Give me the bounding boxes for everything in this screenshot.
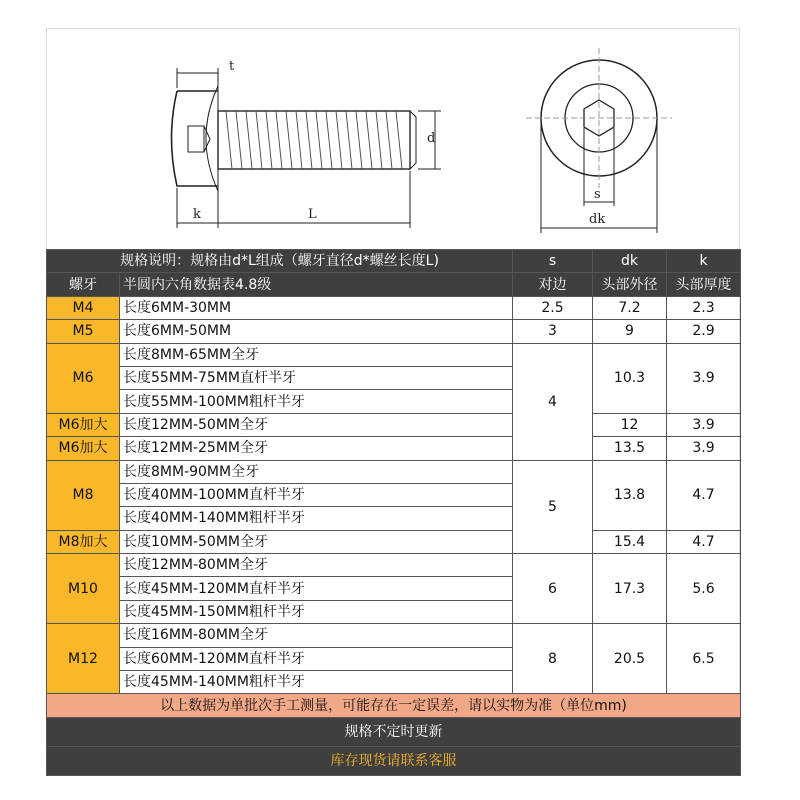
spec-table bbox=[46, 249, 741, 776]
size-cell: M6 bbox=[47, 343, 120, 413]
length-cell: 长度8MM-90MM全牙 bbox=[120, 460, 513, 483]
table-row bbox=[47, 413, 741, 436]
s-cell: 3 bbox=[513, 320, 593, 343]
hex-socket-side bbox=[188, 126, 204, 152]
length-cell: 长度8MM-65MM全牙 bbox=[120, 343, 513, 366]
length-cell: 长度40MM-100MM直杆半牙 bbox=[120, 483, 513, 506]
size-cell: M5 bbox=[47, 320, 120, 343]
s-cell: 6 bbox=[513, 554, 593, 624]
length-cell: 长度10MM-50MM全牙 bbox=[120, 530, 513, 553]
size-cell: M10 bbox=[47, 554, 120, 624]
length-cell: 长度16MM-80MM全牙 bbox=[120, 624, 513, 647]
screw-head-outline bbox=[206, 86, 218, 191]
contact-note: 库存现货请联系客服 bbox=[47, 746, 741, 775]
header-title: 规格说明：规格由d*L组成（螺牙直径d*螺丝长度L) bbox=[47, 250, 513, 273]
table-row bbox=[47, 296, 741, 319]
s-cell: 8 bbox=[513, 624, 593, 694]
header-thread: 螺牙 bbox=[47, 273, 120, 296]
length-cell: 长度45MM-120MM直杆半牙 bbox=[120, 577, 513, 600]
length-cell: 长度45MM-150MM粗杆半牙 bbox=[120, 600, 513, 623]
length-cell: 长度12MM-50MM全牙 bbox=[120, 413, 513, 436]
dk-cell: 12 bbox=[593, 413, 667, 436]
label-k: k bbox=[193, 207, 201, 222]
label-t: t bbox=[229, 59, 235, 74]
k-cell: 4.7 bbox=[667, 530, 741, 553]
length-cell: 长度12MM-80MM全牙 bbox=[120, 554, 513, 577]
label-L: L bbox=[308, 207, 317, 222]
size-cell: M6加大 bbox=[47, 413, 120, 436]
s-cell: 4 bbox=[513, 343, 593, 460]
header-k: k bbox=[667, 250, 741, 273]
header-dk-sub: 头部外径 bbox=[593, 273, 667, 296]
dk-cell: 15.4 bbox=[593, 530, 667, 553]
dk-cell: 13.5 bbox=[593, 437, 667, 460]
header-k-sub: 头部厚度 bbox=[667, 273, 741, 296]
length-cell: 长度6MM-50MM bbox=[120, 320, 513, 343]
table-row bbox=[47, 320, 741, 343]
dk-cell: 9 bbox=[593, 320, 667, 343]
k-cell: 3.9 bbox=[667, 343, 741, 413]
size-cell: M6加大 bbox=[47, 437, 120, 460]
s-cell: 2.5 bbox=[513, 296, 593, 319]
header-s: s bbox=[513, 250, 593, 273]
dk-cell: 10.3 bbox=[593, 343, 667, 413]
label-dk: dk bbox=[589, 212, 606, 227]
table-subheader-row bbox=[47, 273, 741, 296]
header-s-sub: 对边 bbox=[513, 273, 593, 296]
measurement-note: 以上数据为单批次手工测量，可能存在一定误差，请以实物为准（单位mm) bbox=[47, 694, 741, 717]
update-row bbox=[47, 717, 741, 746]
k-cell: 2.9 bbox=[667, 320, 741, 343]
table-row bbox=[47, 554, 741, 577]
k-cell: 3.9 bbox=[667, 413, 741, 436]
screw-drawing bbox=[46, 28, 740, 248]
k-cell: 6.5 bbox=[667, 624, 741, 694]
table-row bbox=[47, 624, 741, 647]
header-desc: 半圆内六角数据表4.8级 bbox=[120, 273, 513, 296]
table-header-row bbox=[47, 250, 741, 273]
k-cell: 5.6 bbox=[667, 554, 741, 624]
k-cell: 3.9 bbox=[667, 437, 741, 460]
length-cell: 长度60MM-120MM直杆半牙 bbox=[120, 647, 513, 670]
thread-lines bbox=[226, 111, 402, 169]
label-d: d bbox=[427, 131, 436, 146]
dk-cell: 7.2 bbox=[593, 296, 667, 319]
length-cell: 长度55MM-75MM直杆半牙 bbox=[120, 366, 513, 389]
size-cell: M8 bbox=[47, 460, 120, 530]
length-cell: 长度40MM-140MM粗杆半牙 bbox=[120, 507, 513, 530]
table-row bbox=[47, 460, 741, 483]
contact-row bbox=[47, 746, 741, 775]
update-note: 规格不定时更新 bbox=[47, 717, 741, 746]
length-cell: 长度6MM-30MM bbox=[120, 296, 513, 319]
dk-cell: 13.8 bbox=[593, 460, 667, 530]
dk-cell: 17.3 bbox=[593, 554, 667, 624]
label-s: s bbox=[594, 187, 601, 202]
table-row bbox=[47, 530, 741, 553]
length-cell: 长度45MM-140MM粗杆半牙 bbox=[120, 671, 513, 694]
dk-cell: 20.5 bbox=[593, 624, 667, 694]
size-cell: M12 bbox=[47, 624, 120, 694]
length-cell: 长度55MM-100MM粗杆半牙 bbox=[120, 390, 513, 413]
k-cell: 2.3 bbox=[667, 296, 741, 319]
s-cell: 5 bbox=[513, 460, 593, 554]
header-dk: dk bbox=[593, 250, 667, 273]
length-cell: 长度12MM-25MM全牙 bbox=[120, 437, 513, 460]
size-cell: M4 bbox=[47, 296, 120, 319]
k-cell: 4.7 bbox=[667, 460, 741, 530]
table-row bbox=[47, 437, 741, 460]
note-row bbox=[47, 694, 741, 717]
table-row bbox=[47, 343, 741, 366]
size-cell: M8加大 bbox=[47, 530, 120, 553]
